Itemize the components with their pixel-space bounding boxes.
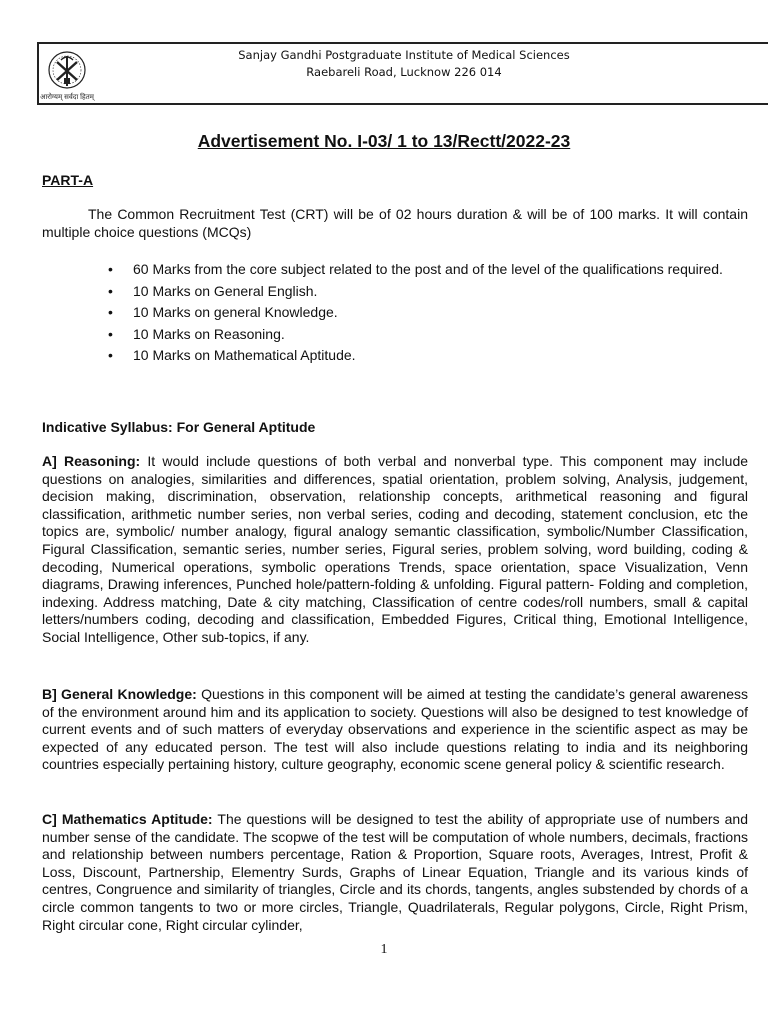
list-item: • 60 Marks from the core subject related to the post and of the level of the qualifications required. xyxy=(91,261,748,279)
list-item: • 10 Marks on Mathematical Aptitude. xyxy=(91,347,748,365)
section-text: The questions will be designed to test the ability of appropriate use of numbers and number sense of the candidate. The scopwe of the test will be computation of whole numbers, decimals, fractions and relationship between numbers percentage, Ration & Proportion, Square roots, Averages, Intrest, Profit & Loss, Discount, Partnership, Elementry Surds, Graphs of Linear Equation, Triangle and its various kinds of centres, Congruence and similarity of triangles, Circle and its chords, tangents, angles substended by chords of a circle common tangents to two or more circles, Triangle, Quadrilaterals, Regular polygons, Circle, Right Prism, Right circular cone, Right circular cylinder, xyxy=(42,811,748,933)
mathematics-section xyxy=(42,811,748,934)
section-text: It would include questions of both verbal and nonverbal type. This component may include questions on analogies, similarities and differences, spatial orientation, problem solving, Analysis, judgement, decision making, discrimination, observation, relationship concepts, arithmetical reasoning and figural classification, arithmetic number series, non verbal series, coding and decoding, statement conclusion, etc the topics are, symbolic/ number analogy, figural analogy semantic classification, symbolic/Number Classification, Figural Classification, semantic series, number series, Figural series, problem solving, word building, coding & decoding, Numerical operations, symbolic operations Trends, space orientation, space Visualization, Venn diagrams, Drawing inferences, Punched hole/pattern-folding & unfolding. Figural pattern- Folding and completion, indexing. Address matching, Date & city matching, Classification of centre codes/roll numbers, small & capital letters/numbers coding, decoding and classification, Embedded Figures, Critical thing, Emotional Intelligence, Social Intelligence, Other sub-topics, if any. xyxy=(42,453,749,645)
institute-name: Sanjay Gandhi Postgraduate Institute of Medical Sciences xyxy=(238,48,570,62)
page-number: 1 xyxy=(380,942,388,957)
letterhead xyxy=(37,42,768,105)
institute-address: Raebareli Road, Lucknow 226 014 xyxy=(306,65,502,79)
list-item: • 10 Marks on Reasoning. xyxy=(91,326,748,344)
list-item: • 10 Marks on general Knowledge. xyxy=(91,304,748,322)
marks-list xyxy=(91,261,748,369)
list-item: • 10 Marks on General English. xyxy=(91,283,748,301)
intro-paragraph: The Common Recruitment Test (CRT) will be of 02 hours duration & will be of 100 marks. It will contain multiple choice questions (MCQs) xyxy=(42,206,748,240)
advertisement-title: Advertisement No. I-03/ 1 to 13/Rectt/2022-23 xyxy=(197,131,571,151)
institute-name-block xyxy=(39,47,768,81)
logo-motto: आरोग्यम् सर्वदा हितम् xyxy=(40,94,94,101)
section-label: C] Mathematics Aptitude: xyxy=(42,811,213,827)
section-text: Questions in this component will be aimed at testing the candidate’s general awareness of the environment around him and its application to society. Questions will also be designed to test knowledge of current events and of such matters of everyday observations and experience in the scientific aspect as may be expected of any educated person. The test will also include questions relating to india and its neighboring countries especially pertaining history, culture geography, economic scene general policy & scientific research. xyxy=(42,686,748,773)
section-label: B] General Knowledge: xyxy=(42,686,197,702)
syllabus-heading: Indicative Syllabus: For General Aptitude xyxy=(42,419,316,435)
general-knowledge-section xyxy=(42,686,748,774)
part-heading: PART-A xyxy=(42,172,94,188)
section-label: A] Reasoning: xyxy=(42,453,141,469)
reasoning-section xyxy=(42,453,748,647)
